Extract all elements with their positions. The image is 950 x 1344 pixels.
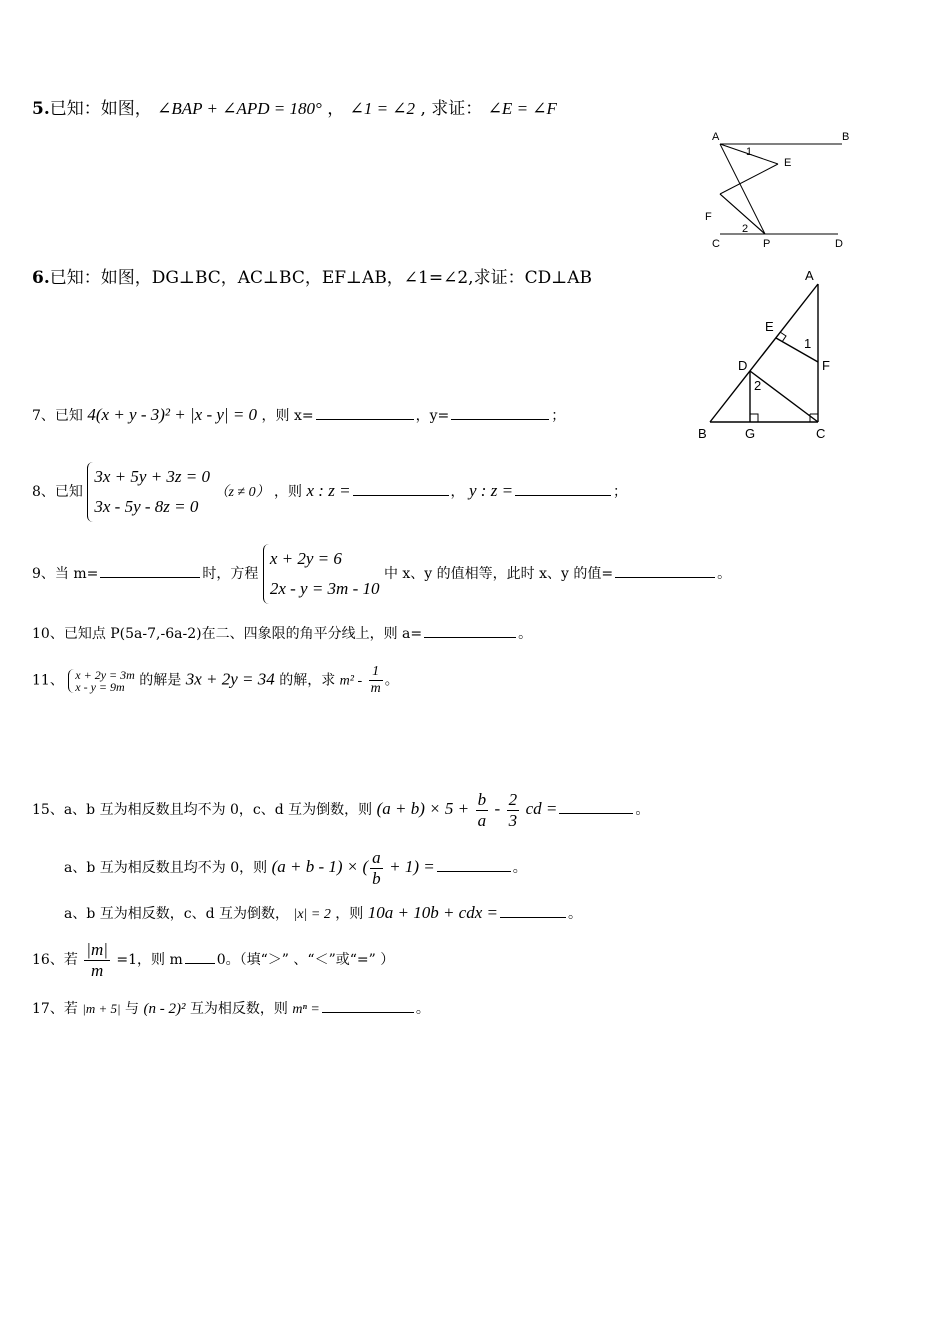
q17-with: 与 [125, 1001, 140, 1017]
q17-mid: 互为相反数，则 [189, 1001, 288, 1017]
question-11 [32, 664, 399, 697]
q11-fraction-numerator: 1 [369, 664, 383, 681]
q15a-frac1-den: a [477, 810, 487, 830]
q8-sep: ， [450, 483, 465, 500]
fig5-label-E: E [784, 157, 792, 169]
fig5-label-A: A [712, 131, 720, 143]
q15c-end: 。 [568, 906, 582, 922]
q8-eq2: 3x - 5y - 8z = 0 [94, 496, 199, 516]
q5-number: 5. [32, 99, 50, 119]
q10-end: 。 [518, 626, 533, 642]
q15a-lead: 15、a、b 互为相反数且均不为 0，c、d 互为倒数，则 [32, 802, 373, 819]
q6-number: 6. [32, 268, 50, 288]
q16-fraction [84, 940, 110, 980]
q15b-expr2: + 1) = [389, 857, 435, 877]
q16-answer-blank[interactable] [185, 949, 215, 964]
q15b-end: 。 [512, 860, 527, 877]
question-5 [32, 94, 557, 119]
fig6-label-B: B [698, 426, 707, 441]
q5-expression: ∠BAP + ∠APD = 180° [157, 99, 322, 118]
q10-text: 10、已知点 P(5a-7,-6a-2)在二、四象限的角平分线上，则 a= [32, 626, 423, 642]
question-15b [64, 848, 527, 888]
question-6 [32, 263, 592, 288]
figure-5 [700, 124, 870, 254]
q15a-fraction-b-over-a [476, 790, 489, 830]
q15b-frac-den: b [372, 868, 381, 888]
q10-answer-blank[interactable] [424, 623, 516, 638]
fig6-label-G: G [745, 426, 756, 441]
q16-tail: 0。（填“＞” 、“＜”或“=” ） [216, 952, 395, 969]
q15a-frac2-den: 3 [508, 810, 518, 830]
q5-separator: ， [327, 99, 345, 119]
q9-end: 。 [717, 565, 732, 582]
q9-system [263, 544, 380, 604]
q11-mid: 的解是 [139, 672, 182, 689]
q15b-expr1: (a + b - 1) × ( [271, 857, 369, 877]
q8-eq1: 3x + 5y + 3z = 0 [94, 467, 210, 486]
q6-text: 已知：如图，DG⊥BC，AC⊥BC，EF⊥AB，∠1=∠2,求证：CD⊥AB [49, 268, 592, 288]
q15a-expr1: (a + b) × 5 + [376, 799, 470, 819]
q7-answer-x-blank[interactable] [316, 405, 414, 420]
question-16 [32, 940, 394, 980]
q17-square-expr: (n - 2)² [143, 1001, 186, 1017]
q9-value-blank[interactable] [615, 563, 715, 578]
q17-answer-blank[interactable] [322, 998, 414, 1013]
q11-system [68, 669, 135, 693]
q11-fraction [369, 664, 383, 697]
q16-frac-num: |m| [86, 940, 108, 959]
q11-equation: 3x + 2y = 34 [185, 669, 275, 689]
fig6-label-D: D [738, 358, 748, 373]
q9-eq1: x + 2y = 6 [269, 549, 342, 568]
q15a-end: 。 [635, 802, 650, 819]
q9-eq2: 2x - y = 3m - 10 [269, 578, 380, 598]
fig5-label-D: D [835, 238, 843, 250]
q7-lead: 7、已知 [32, 408, 83, 424]
fig5-label-P: P [763, 238, 771, 250]
question-8 [32, 462, 627, 522]
q17-abs-expr: |m + 5| [82, 1001, 121, 1016]
fig5-label-C: C [712, 238, 720, 250]
q7-then: ，则 x= [261, 408, 314, 424]
question-7 [32, 405, 565, 425]
q7-expression: 4(x + y - 3)² + |x - y| = 0 [87, 405, 258, 424]
q15a-expr2: cd = [525, 799, 558, 819]
q7-end: ； [551, 408, 566, 424]
question-15c [64, 903, 582, 923]
q15c-answer-blank[interactable] [500, 903, 566, 918]
fig6-label-E: E [765, 319, 774, 334]
q11-tail: 的解，求 [279, 672, 336, 689]
q9-tail: 中 x、y 的值相等，此时 x、y 的值= [383, 565, 614, 582]
q8-lead: 8、已知 [32, 483, 83, 500]
q8-end: ； [613, 483, 628, 500]
q17-end: 。 [415, 1001, 430, 1017]
q5-prove-label: , 求证： [420, 99, 483, 119]
fig6-label-C: C [816, 426, 826, 441]
q8-condition: （z ≠ 0） [214, 484, 270, 500]
q11-end: 。 [384, 672, 399, 689]
q9-lead: 9、当 m= [32, 565, 99, 582]
q16-lead: 16、若 [32, 952, 78, 969]
q11-lead: 11、 [32, 672, 64, 689]
q15c-then: ，则 [335, 906, 364, 922]
q7-sep: ，y= [415, 408, 450, 424]
q15a-answer-blank[interactable] [559, 799, 633, 814]
q15a-fraction-2-over-3 [507, 790, 520, 830]
q15a-minus: - [494, 799, 501, 819]
q15c-expression: 10a + 10b + cdx = [367, 903, 498, 922]
q17-lead: 17、若 [32, 1001, 78, 1017]
q16-frac-den: m [90, 960, 104, 980]
q11-m-squared: m² - [339, 673, 363, 689]
question-10 [32, 623, 532, 643]
q7-answer-y-blank[interactable] [451, 405, 549, 420]
q15b-frac-num: a [372, 848, 381, 867]
fig5-angle-1: 1 [746, 146, 753, 158]
q8-answer2-label: y : z = [469, 480, 514, 500]
q15b-answer-blank[interactable] [437, 857, 511, 872]
fig6-label-F: F [822, 358, 830, 373]
q15b-fraction-a-over-b [370, 848, 383, 888]
fig5-label-F: F [705, 211, 712, 223]
q5-prove: ∠E = ∠F [487, 99, 557, 118]
question-15a [32, 790, 649, 830]
q5-lead: 已知：如图， [49, 99, 152, 119]
q9-mid: 时，方程 [202, 565, 259, 582]
question-9 [32, 544, 731, 604]
q15c-abs-x: |x| = 2 [293, 907, 331, 922]
fig5-label-B: B [842, 131, 850, 143]
q15c-lead: a、b 互为相反数，c、d 互为倒数， [64, 906, 290, 922]
fig5-angle-2: 2 [742, 223, 749, 235]
q11-eq2: x - y = 9m [75, 679, 125, 694]
q8-answer1-label: x : z = [306, 480, 351, 500]
q15a-frac1-num: b [477, 790, 487, 809]
q8-answer1-blank[interactable] [353, 481, 449, 496]
q5-condition: ∠1 = ∠2 [349, 99, 416, 118]
q15a-frac2-num: 2 [508, 790, 518, 809]
fig6-angle-2: 2 [754, 378, 762, 393]
q11-fraction-denominator: m [370, 681, 381, 697]
fig6-angle-1: 1 [804, 336, 812, 351]
q15b-lead: a、b 互为相反数且均不为 0，则 [64, 860, 268, 877]
q16-eq: =1，则 m [116, 952, 183, 969]
q9-m-blank[interactable] [100, 563, 200, 578]
q8-answer2-blank[interactable] [515, 481, 611, 496]
q17-power-expr: mⁿ = [292, 1002, 320, 1017]
q11-eq1: x + 2y = 3m [75, 667, 135, 682]
question-17 [32, 998, 430, 1018]
fig6-label-A: A [805, 268, 814, 283]
q8-then: ，则 [274, 483, 303, 500]
q8-system [87, 462, 210, 522]
figure-6 [696, 266, 846, 446]
